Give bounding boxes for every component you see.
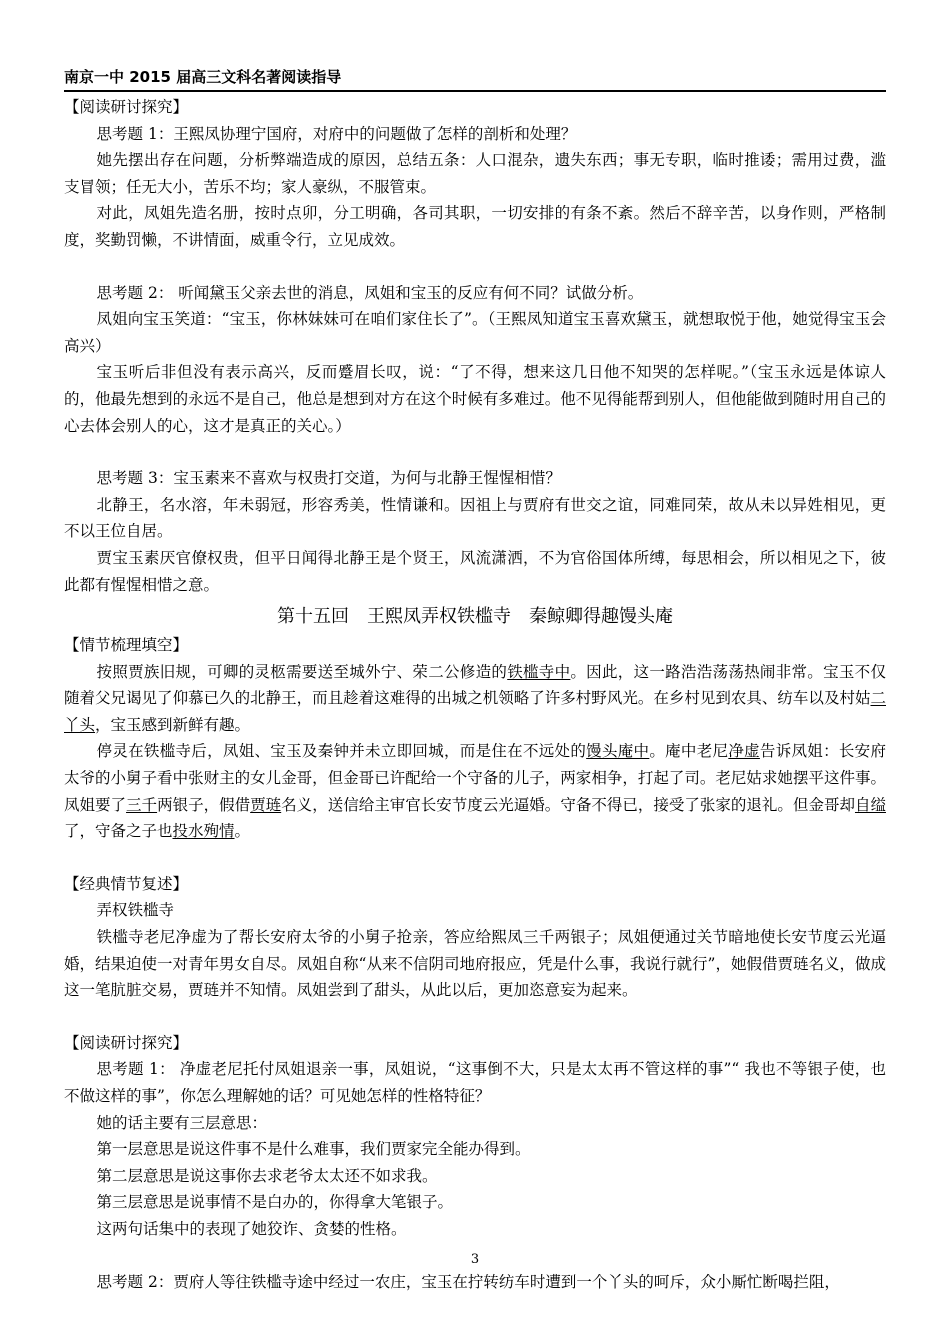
fill-blank: 自缢 [854, 795, 886, 814]
question-2: 思考题 2： 听闻黛玉父亲去世的消息，凤姐和宝玉的反应有何不同？试做分析。 [96, 283, 644, 302]
answer-paragraph: 凤姐向宝玉笑道：“宝玉，你林妹妹可在咱们家住长了”。（王熙凤知道宝玉喜欢黛玉，就想取悦于他，她觉得宝玉会高兴） [64, 310, 886, 355]
fill-blank: 馒头庵中 [586, 742, 650, 761]
text-run: 按照贾族旧规，可卿的灵柩需要送至城外宁、荣二公修造的 [96, 662, 508, 681]
spacer [64, 1004, 886, 1030]
text-run: 名义，送信给主审官长安节度云光逼婚。守备不得已，接受了张家的退礼。但金哥却 [281, 795, 855, 814]
answer-paragraph: 第二层意思是说这事你去求老爷太太还不如求我。 [96, 1166, 438, 1185]
text-run: 了，守备之子也 [64, 822, 173, 841]
sub-heading: 弄权铁槛寺 [96, 901, 175, 920]
answer-paragraph: 第一层意思是说这件事不是什么难事，我们贾家完全能办得到。 [96, 1140, 531, 1159]
spacer [64, 254, 886, 280]
answer-paragraph: 这两句话集中的表现了她狡诈、贪婪的性格。 [96, 1219, 407, 1238]
answer-paragraph: 宝玉听后非但没有表示高兴，反而蹙眉长叹，说：“了不得，想来这几日他不知哭的怎样呢。”（宝玉永远是体谅人的，他最先想到的永远不是自己，他总是想到对方在这个时候有多难过。他不见得能帮到别人，但他能做到随时用自己的心去体会别人的心，这才是真正的关心。） [64, 363, 886, 435]
question-1: 思考题 1：王熙凤协理宁国府，对府中的问题做了怎样的剖析和处理？ [96, 124, 577, 143]
chapter-title: 第十五回 王熙凤弄权铁槛寺 秦鲸卿得趣馒头庵 [277, 606, 673, 628]
answer-paragraph: 北静王，名水溶，年未弱冠，形容秀美，性情谦和。因祖上与贾府有世交之谊，同难同荣，故从未以异姓相见，更不以王位自居。 [64, 495, 886, 541]
section-heading: 【经典情节复述】 [64, 874, 189, 893]
text-run: ，宝玉感到新鲜有趣。 [95, 715, 251, 734]
answer-paragraph: 对此，凤姐先造名册，按时点卯，分工明确，各司其职，一切安排的有条不紊。然后不辞辛苦，以身作则，严格制度，奖勤罚懒，不讲情面，威重令行，立见成效。 [64, 204, 886, 249]
fill-blank: 二丫头 [64, 689, 886, 734]
fill-blank: 铁槛寺中 [507, 662, 571, 681]
text-run: 两银子，假借 [157, 795, 251, 814]
spacer [64, 845, 886, 871]
plot-paragraph [64, 659, 886, 739]
page-header: 南京一中 2015 届高三文科名著阅读指导 [64, 66, 886, 92]
plot-paragraph [64, 738, 886, 844]
fill-blank: 三千 [126, 795, 158, 814]
section-heading: 【阅读研讨探究】 [64, 1033, 189, 1052]
text-run: 。因此，这一路浩浩荡荡热闹非常。宝玉不仅随着父兄谒见了仰慕已久的北静王，而且趁着这难得的出城之机领略了许多村野风光。在乡村见到农具、纺车以及村姑 [64, 662, 886, 708]
text-run: 告诉凤姐：长安府太爷的小舅子看中张财主的女儿金哥，但金哥已许配给一个守备的儿子，两家相争，打起了司。老尼姑求她摆平这件事。凤姐要了 [64, 742, 886, 814]
document-body [64, 94, 886, 1295]
spacer [64, 439, 886, 465]
question-1: 思考题 1： 净虚老尼托付凤姐退亲一事，凤姐说，“这事倒不大，只是太太再不管这样的事”“ 我也不等银子使，也不做这样的事”，你怎么理解她的话？可见她怎样的性格特征？ [64, 1060, 886, 1105]
answer-paragraph: 第三层意思是说事情不是白办的，你得拿大笔银子。 [96, 1193, 454, 1212]
text-run: 停灵在铁槛寺后，凤姐、宝玉及秦钟并未立即回城，而是住在不远处的 [96, 742, 587, 761]
page-number: 3 [470, 1252, 480, 1267]
fill-blank: 投水殉情 [172, 822, 235, 841]
text-run: 。庵中老尼 [649, 742, 729, 761]
fill-blank: 贾琏 [250, 795, 282, 814]
retell-paragraph: 铁槛寺老尼净虚为了帮长安府太爷的小舅子抢亲，答应给熙凤三千两银子；凤姐便通过关节暗地使长安节度云光逼婚，结果迫使一对青年男女自尽。凤姐自称“从来不信阴司地府报应，凭是什么事，我说行就行”，她假借贾琏名义，做成这一笔肮脏交易，贾琏并不知情。凤姐尝到了甜头，从此以后，更加恣意妄为起来。 [64, 928, 886, 1000]
answer-paragraph: 她的话主要有三层意思： [96, 1113, 268, 1132]
section-heading: 【阅读研讨探究】 [64, 98, 189, 116]
question-3: 思考题 3：宝玉素来不喜欢与权贵打交道，为何与北静王惺惺相惜？ [96, 469, 561, 488]
section-heading: 【情节梳理填空】 [64, 636, 189, 655]
answer-paragraph: 贾宝玉素厌官僚权贵，但平日闻得北静王是个贤王，风流潇洒，不为官俗国体所缚，每思相会，所以相见之下，彼此都有惺惺相惜之意。 [64, 548, 886, 594]
answer-paragraph: 她先摆出存在问题，分析弊端造成的原因，总结五条：人口混杂，遗失东西；事无专职，临时推诿；需用过费，滥支冒领；任无大小，苦乐不均；家人豪纵，不服管束。 [64, 151, 886, 196]
question-2: 思考题 2：贾府人等往铁槛寺途中经过一农庄，宝玉在拧转纺车时遭到一个丫头的呵斥，众小厮忙断喝拦阻， [96, 1272, 840, 1291]
text-run: 。 [234, 822, 251, 841]
fill-blank: 净虚 [728, 742, 760, 761]
